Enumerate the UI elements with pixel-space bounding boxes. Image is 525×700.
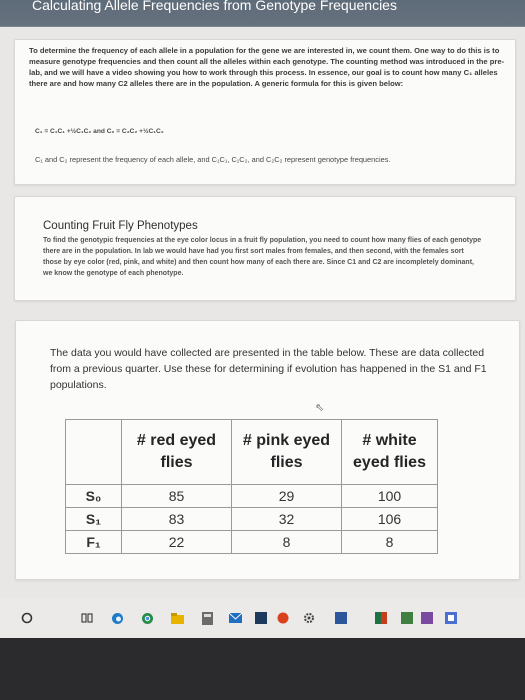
table-header-pink: # pink eyed flies — [232, 420, 342, 485]
row-label: F₁ — [66, 531, 122, 554]
allele-frequency-card — [14, 39, 516, 185]
formula-description: C₁ and C₂ represent the frequency of each allele, and C₁C₁, C₁C₂, and C₂C₂ represent genotype frequencies. — [35, 155, 391, 164]
file-explorer-icon[interactable] — [170, 611, 184, 625]
office-icon[interactable] — [276, 611, 290, 625]
table-cell: 85 — [122, 485, 232, 508]
row-label: S₀ — [66, 485, 122, 508]
onenote-icon[interactable] — [420, 611, 434, 625]
task-view-icon[interactable] — [80, 611, 94, 625]
terminal-icon[interactable] — [254, 611, 268, 625]
word-icon[interactable] — [334, 611, 348, 625]
intro-paragraph: To determine the frequency of each allele in a population for the gene we are interested in, we count them. One way to do this is to measure genotype frequencies and then count all the alleles within each genotype. The counting method was introduced in the pre-lab, and we will have a video showing you how to work through this process. In essence, our goal is to count how many C₁ alleles there are and how many C2 alleles there are in the population. A generic formula for this is given below: — [29, 46, 505, 88]
edge-icon[interactable] — [110, 611, 124, 625]
search-icon[interactable] — [20, 611, 34, 625]
table-cell: 8 — [342, 531, 438, 554]
table-cell: 106 — [342, 508, 438, 531]
powerpoint-icon[interactable] — [400, 611, 414, 625]
counting-paragraph: To find the genotypic frequencies at the eye color locus in a fruit fly population, you need to count how many flies of each genotype there are in the population. In lab we would have had you first sort males from females, and then second, with the females sort those by eye color (red, pink, and white) and then count how many of each there are. Since C1 and C2 are incompletely dominant, we know the genotype of each phenotype. — [43, 237, 482, 277]
calculator-icon[interactable] — [200, 611, 214, 625]
table-cell: 32 — [232, 508, 342, 531]
phenotype-data-table — [65, 419, 438, 554]
allele-formula: C₁ = C₁C₁ +½C₁C₂ and C₂ = C₂C₂ +½C₁C₂ — [35, 128, 164, 135]
table-cell: 83 — [122, 508, 232, 531]
chrome-icon[interactable] — [140, 611, 154, 625]
counting-title: Counting Fruit Fly Phenotypes — [43, 220, 198, 232]
excel-icon[interactable] — [374, 611, 388, 625]
device-bezel — [0, 638, 525, 700]
page-title: Calculating Allele Frequencies from Genotype Frequencies — [32, 0, 397, 13]
table-header-red: # red eyed flies — [122, 420, 232, 485]
title-bar — [0, 0, 525, 27]
table-row — [66, 485, 438, 508]
mail-icon[interactable] — [228, 611, 242, 625]
table-header-row — [66, 420, 438, 485]
settings-icon[interactable] — [302, 611, 316, 625]
data-paragraph: The data you would have collected are presented in the table below. These are data collected from a previous quarter. Use these for determining if evolution has happened in the S1 and F1 populations. — [50, 347, 487, 391]
teams-icon[interactable] — [444, 611, 458, 625]
table-cell: 29 — [232, 485, 342, 508]
row-label: S₁ — [66, 508, 122, 531]
counting-phenotypes-card — [14, 196, 516, 301]
table-row — [66, 531, 438, 554]
table-cell: 100 — [342, 485, 438, 508]
table-header-blank — [66, 420, 122, 485]
table-row — [66, 508, 438, 531]
table-cell: 8 — [232, 531, 342, 554]
table-cell: 22 — [122, 531, 232, 554]
mouse-cursor-icon: ⇖ — [315, 402, 325, 414]
taskbar — [0, 598, 525, 638]
table-header-white: # white eyed flies — [342, 420, 438, 485]
